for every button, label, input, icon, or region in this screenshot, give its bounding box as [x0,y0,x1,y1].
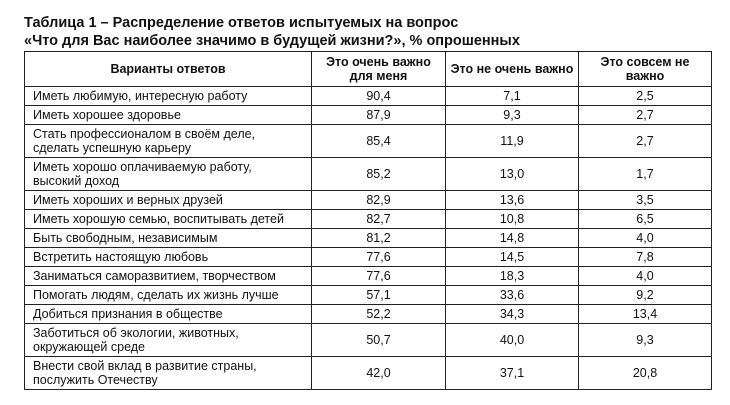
value-not-very-important: 40,0 [446,324,579,357]
value-not-very-important: 37,1 [446,357,579,390]
value-very-important: 57,1 [312,286,446,305]
value-very-important: 52,2 [312,305,446,324]
table-row [25,191,712,210]
table-row [25,324,712,357]
value-not-important: 7,8 [579,248,712,267]
value-not-very-important: 7,1 [446,87,579,106]
row-label: Иметь хорошую семью, воспитывать детей [25,210,312,229]
value-not-very-important: 14,8 [446,229,579,248]
row-label: Иметь хорошо оплачиваемую работу, высокий доход [25,158,312,191]
caption-line-1: Таблица 1 – Распределение ответов испытуемых на вопрос [24,15,459,31]
value-not-very-important: 13,6 [446,191,579,210]
table-row [25,267,712,286]
table-row [25,125,712,158]
value-not-important: 9,2 [579,286,712,305]
value-not-important: 2,7 [579,106,712,125]
row-label: Заниматься саморазвитием, творчеством [25,267,312,286]
value-not-very-important: 11,9 [446,125,579,158]
table-row [25,87,712,106]
value-very-important: 42,0 [312,357,446,390]
value-not-important: 20,8 [579,357,712,390]
row-label: Иметь хороших и верных друзей [25,191,312,210]
value-very-important: 90,4 [312,87,446,106]
row-label: Помогать людям, сделать их жизнь лучше [25,286,312,305]
value-not-important: 2,7 [579,125,712,158]
table-caption [24,14,724,50]
value-very-important: 82,9 [312,191,446,210]
value-not-important: 13,4 [579,305,712,324]
value-very-important: 50,7 [312,324,446,357]
table-row [25,248,712,267]
caption-line-2: «Что для Вас наиболее значимо в будущей жизни?», % опрошенных [24,33,520,49]
value-very-important: 85,2 [312,158,446,191]
survey-table [24,51,712,390]
value-very-important: 87,9 [312,106,446,125]
value-not-important: 4,0 [579,229,712,248]
row-label: Встретить настоящую любовь [25,248,312,267]
row-label: Заботиться об экологии, животных, окружающей среде [25,324,312,357]
value-very-important: 77,6 [312,267,446,286]
header-not-important: Это совсем не важно [579,52,712,87]
header-very-important: Это очень важно для меня [312,52,446,87]
value-very-important: 85,4 [312,125,446,158]
table-row [25,210,712,229]
value-not-very-important: 9,3 [446,106,579,125]
header-not-very-important: Это не очень важно [446,52,579,87]
table-row [25,229,712,248]
row-label: Иметь хорошее здоровье [25,106,312,125]
value-not-important: 2,5 [579,87,712,106]
value-not-important: 4,0 [579,267,712,286]
value-not-important: 3,5 [579,191,712,210]
value-not-very-important: 34,3 [446,305,579,324]
value-very-important: 82,7 [312,210,446,229]
value-very-important: 77,6 [312,248,446,267]
table-header-row [25,52,712,87]
value-not-important: 9,3 [579,324,712,357]
row-label: Добиться признания в обществе [25,305,312,324]
value-not-very-important: 14,5 [446,248,579,267]
row-label: Внести свой вклад в развитие страны, послужить Отечеству [25,357,312,390]
row-label: Стать профессионалом в своём деле, сделать успешную карьеру [25,125,312,158]
value-not-very-important: 13,0 [446,158,579,191]
value-very-important: 81,2 [312,229,446,248]
value-not-very-important: 10,8 [446,210,579,229]
value-not-important: 6,5 [579,210,712,229]
value-not-very-important: 33,6 [446,286,579,305]
value-not-very-important: 18,3 [446,267,579,286]
row-label: Быть свободным, независимым [25,229,312,248]
table-row [25,305,712,324]
table-row [25,106,712,125]
header-options: Варианты ответов [25,52,312,87]
table-row [25,357,712,390]
table-row [25,158,712,191]
table-row [25,286,712,305]
value-not-important: 1,7 [579,158,712,191]
row-label: Иметь любимую, интересную работу [25,87,312,106]
